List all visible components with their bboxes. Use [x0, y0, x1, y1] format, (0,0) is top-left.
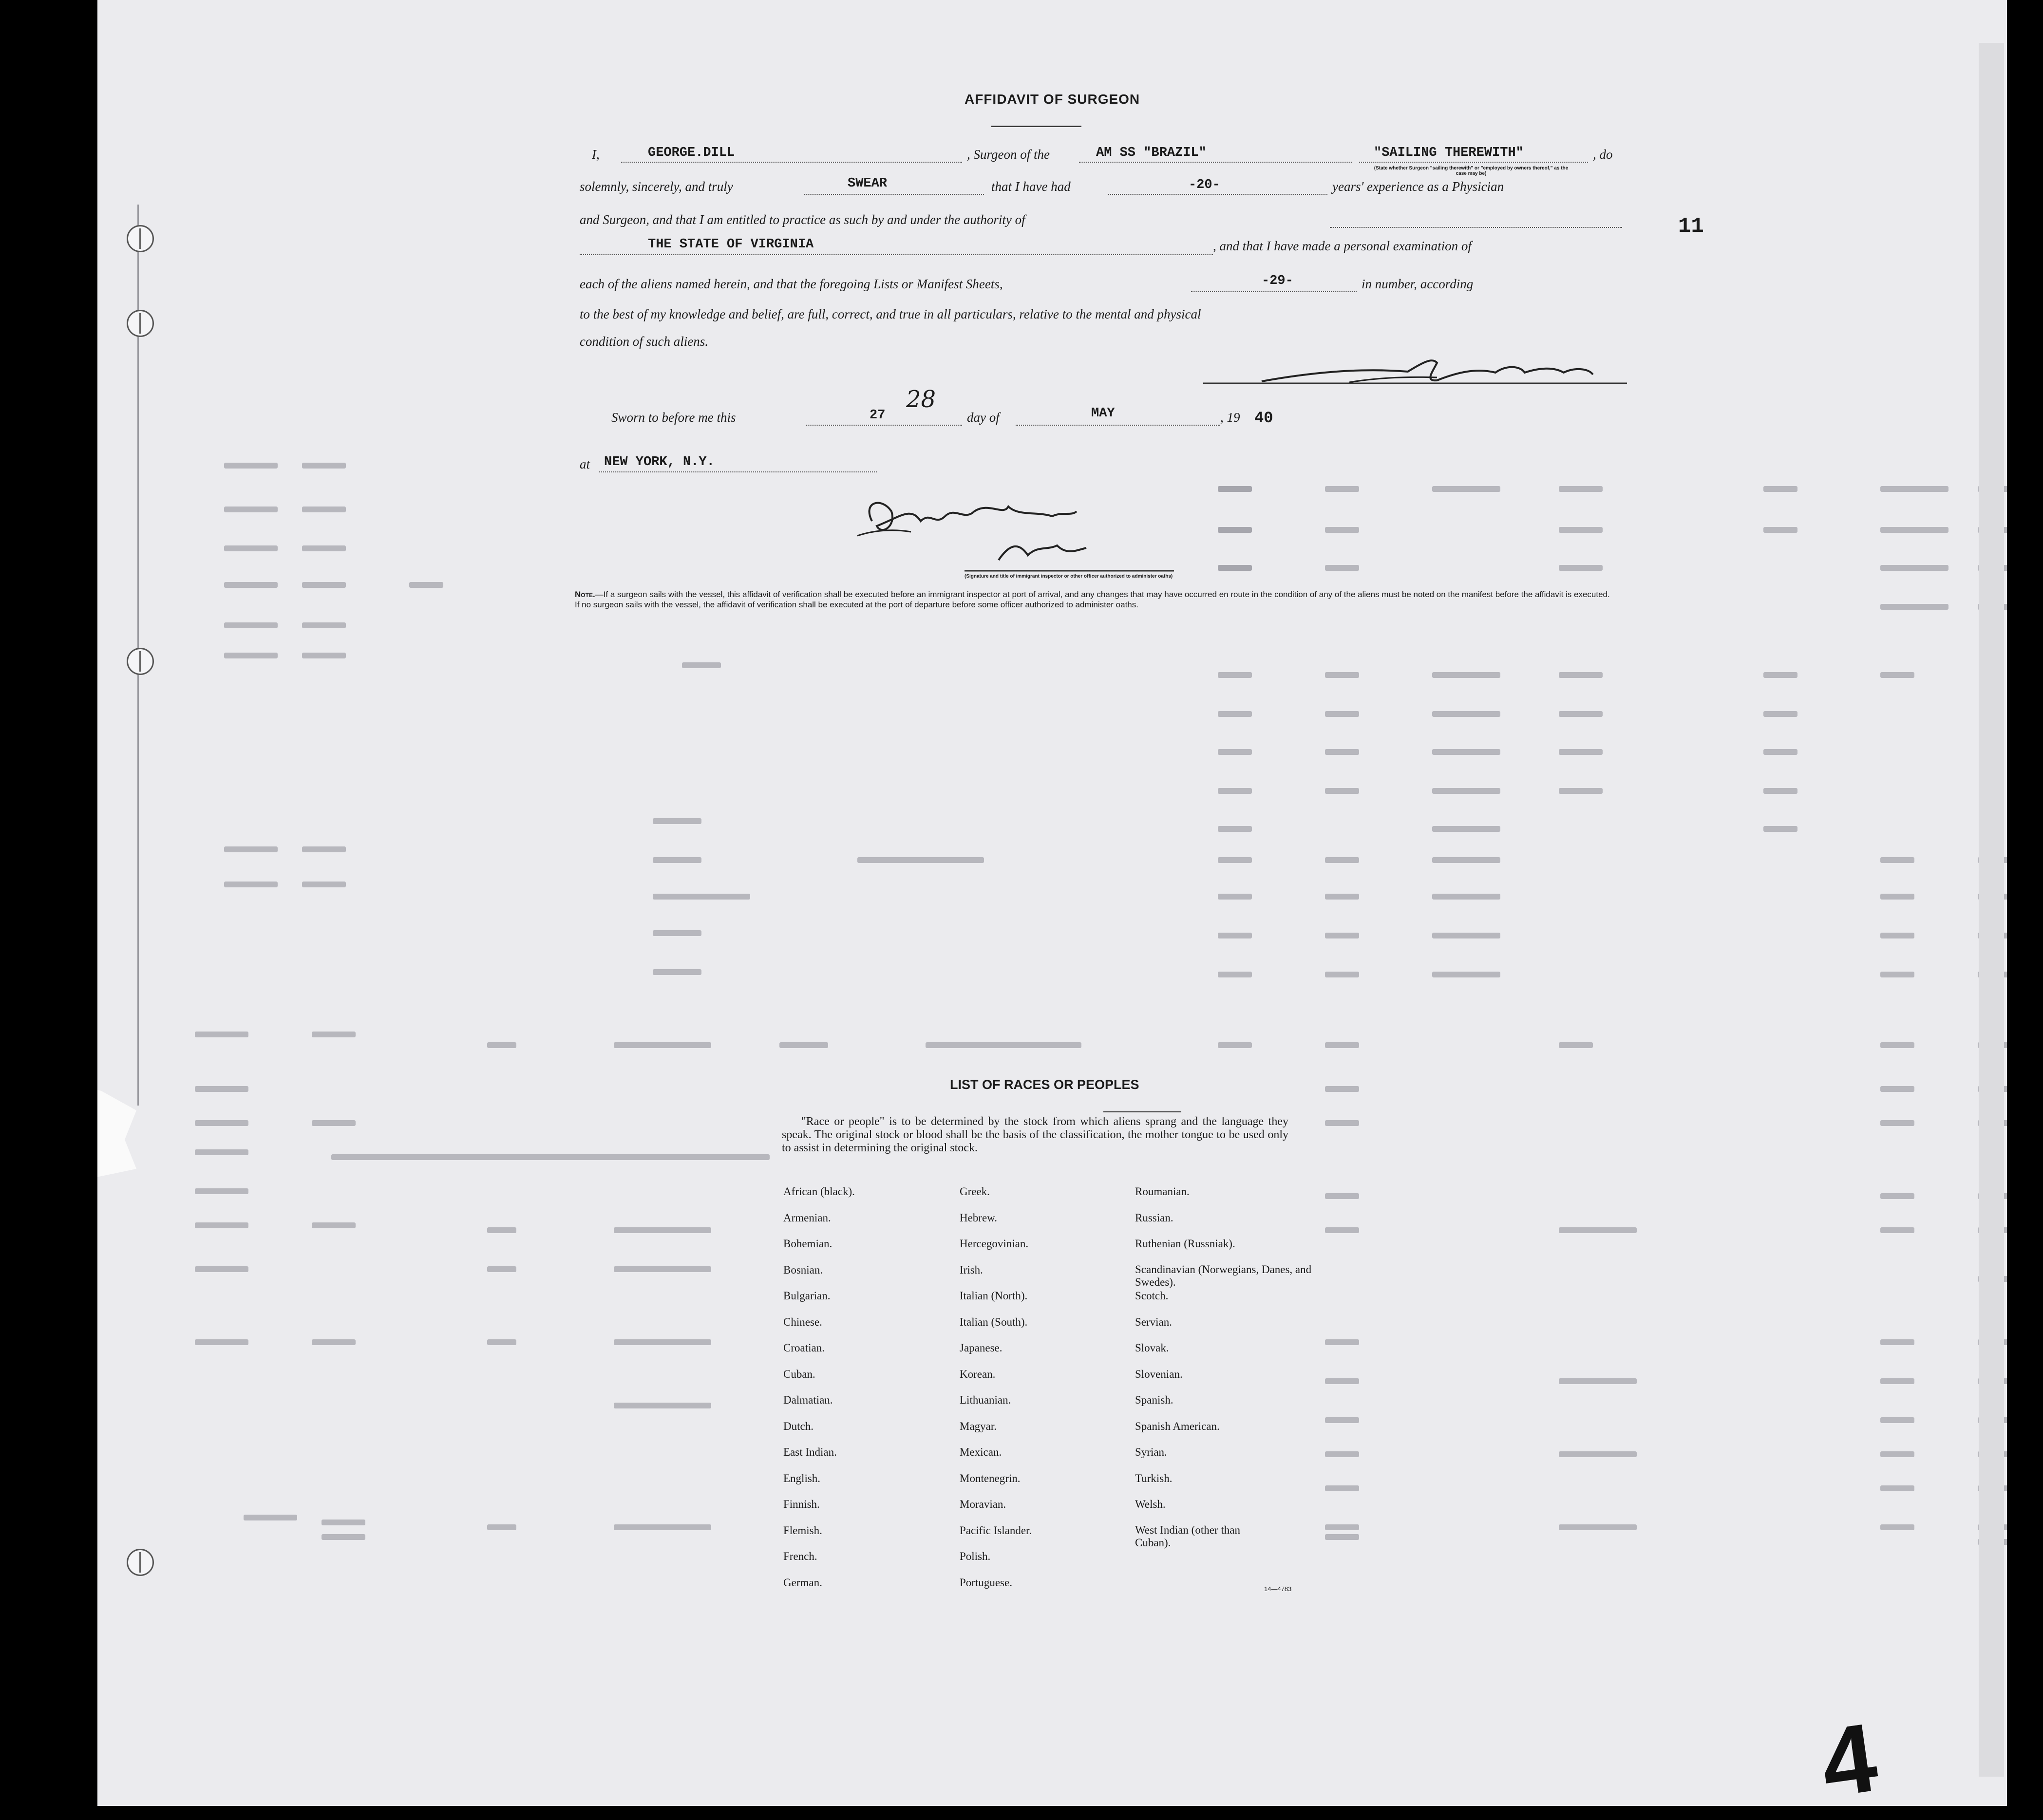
race-item: Syrian.	[1135, 1446, 1167, 1458]
races-title-rule	[1103, 1111, 1181, 1112]
race-item: Slovak.	[1135, 1342, 1169, 1354]
race-item: Bohemian.	[783, 1238, 832, 1250]
sworn-place: NEW YORK, N.Y.	[604, 455, 715, 469]
race-item: Hebrew.	[960, 1211, 998, 1224]
race-item: Servian.	[1135, 1315, 1173, 1328]
licensing-authority: THE STATE OF VIRGINIA	[648, 237, 814, 252]
race-item: Hercegovinian.	[960, 1238, 1029, 1250]
race-item: Polish.	[960, 1550, 991, 1562]
note-text-2: If no surgeon sails with the vessel, the affidavit of verification shall be executed at the port of departure before some officer authorized to administer oaths.	[575, 600, 1138, 609]
affidavit-title: AFFIDAVIT OF SURGEON	[965, 92, 1140, 107]
race-item: Italian (South).	[960, 1315, 1028, 1328]
race-item: Croatian.	[783, 1342, 825, 1354]
race-item: Roumanian.	[1135, 1185, 1190, 1198]
sworn-day-typed: 27	[870, 408, 886, 423]
race-item: French.	[783, 1550, 817, 1562]
race-item: Turkish.	[1135, 1472, 1173, 1484]
manifest-sheet: AFFIDAVIT OF SURGEON I, GEORGE.DILL , Surgeon of the AM SS "BRAZIL" "SAILING THEREWITH" , do (State whether Surgeon "sailing therewith" or "employed by owners thereof," as the case may be) solemnly, sincerely, and truly SWEAR that I have had -20- years' experience as a Physician and Surgeon, and that I am entitled to practice as such by and under the authority of THE STATE OF VIRGINIA , and that I have made a personal examination of each of the aliens named herein, and that the foregoing Lists or Manifest Sheets, -29- in number, according to the best of my knowledge and belief, are full, correct, and true in all particulars, relative to the mental and physical condition of such aliens. Sworn to before me this 27 28 day of MAY , 19 40 at NEW YORK, N.Y. (Signature and title of immigrant inspector or other officer authorized to administer oaths) Note.—If a surgeon sails with the vessel, this affidavit of verification shall be executed before an immigrant inspector at port of arrival, and any changes that may have occurred en route in the condition of any of the aliens must be noted on the manifest before the affidavit is executed. If no surgeon sails with the vessel, the affidavit of verification shall be executed at the port of departure before some officer authorized to administer oaths. 11 LIST OF RACES OR PEOPLES "Race or people" is to be determined by the stock from which aliens sprang and the language they speak. The original stock or blood shall be the basis of the classification, the mother tongue to be used only to assist in determining the original stock. African (black). Armenian. Bohemian. Bosnian. Bulgarian. Chinese. Croatian. Cuban. Dalmatian. Dutch. East Indian. English. Finnish. Flemish. French. German. Greek. Hebrew. Hercegovinian. Irish. Italian (North). Italian (South). Japanese. Korean. Lithuanian. Magyar. Mexican. Montenegrin. Moravian. Pacific Islander. Polish. Portuguese. Roumanian. Russian. Ruthenian (Russniak). Scandinavian (Norwegians, Danes, and Swedes). Scotch. Servian. Slovak. Slovenian. Spanish. Spanish American. Syrian. Turkish. Welsh. West Indian (other than Cuban). 14—4783	[97, 0, 2007, 1806]
underlying-sheet-edge	[1979, 43, 2004, 1777]
race-item: African (black).	[783, 1185, 855, 1198]
races-intro: "Race or people" is to be determined by the stock from which aliens sprang and the language they speak. The original stock or blood shall be the basis of the classification, the mother tongue to be used only to assist in determining the original stock.	[782, 1115, 1288, 1154]
race-item: Flemish.	[783, 1524, 822, 1537]
race-item: Montenegrin.	[960, 1472, 1021, 1484]
race-item: English.	[783, 1472, 821, 1484]
race-item: Armenian.	[783, 1211, 831, 1224]
officer-signature	[843, 492, 1193, 580]
affidavit-note	[560, 589, 1632, 610]
affidavit-body: I, GEORGE.DILL , Surgeon of the AM SS "BRAZIL" "SAILING THEREWITH" , do (State whether Surgeon "sailing therewith" or "employed by owners thereof," as the case may be) solemnly, sincerely, and truly SWEAR that I have had -20- years' experience as a Physician and Surgeon, and that I am entitled to practice as such by and under the authority of THE STATE OF VIRGINIA , and that I have made a personal examination of each of the aliens named herein, and that the foregoing Lists or Manifest Sheets, -29- in number, according to the best of my knowledge and belief, are full, correct, and true in all particulars, relative to the mental and physical condition of such aliens.	[580, 0, 1627, 360]
race-item: Japanese.	[960, 1342, 1003, 1354]
form-number: 14—4783	[1264, 1585, 1292, 1593]
race-item: West Indian (other than Cuban).	[1135, 1523, 1240, 1549]
punch-hole	[127, 648, 154, 675]
race-item: Scandinavian (Norwegians, Danes, and Swedes).	[1135, 1263, 1312, 1288]
races-title: LIST OF RACES OR PEOPLES	[950, 1077, 1139, 1092]
race-item: Magyar.	[960, 1420, 997, 1432]
punch-hole	[127, 225, 154, 252]
race-item: German.	[783, 1576, 822, 1589]
affidavit-i: I,	[592, 147, 600, 162]
corner-mark: 4	[1814, 1703, 1884, 1818]
oath-type: SWEAR	[848, 176, 888, 191]
officer-caption: (Signature and title of immigrant inspector or other officer authorized to administer oaths)	[965, 574, 1173, 579]
surgeon-name: GEORGE.DILL	[648, 146, 735, 160]
punch-hole	[127, 310, 154, 337]
race-item: Pacific Islander.	[960, 1524, 1032, 1537]
sworn-month: MAY	[1091, 406, 1115, 421]
race-item: Korean.	[960, 1368, 996, 1380]
status-note: (State whether Surgeon "sailing therewith" or "employed by owners thereof," as the case may be)	[1374, 166, 1569, 176]
race-item: Spanish.	[1135, 1394, 1173, 1406]
race-item: Scotch.	[1135, 1290, 1169, 1302]
race-item: Bosnian.	[783, 1263, 823, 1276]
race-item: Greek.	[960, 1185, 990, 1198]
races-column-2	[960, 1179, 1032, 1595]
race-item: East Indian.	[783, 1446, 837, 1458]
page-number: 11	[1678, 214, 1704, 239]
race-item: Spanish American.	[1135, 1420, 1220, 1432]
races-column-1	[783, 1179, 855, 1595]
race-item: Mexican.	[960, 1446, 1002, 1458]
years-experience: -20-	[1189, 178, 1220, 192]
race-item: Italian (North).	[960, 1290, 1028, 1302]
surgeon-status: "SAILING THEREWITH"	[1374, 146, 1524, 160]
race-item: Chinese.	[783, 1315, 822, 1328]
race-item: Finnish.	[783, 1498, 820, 1510]
race-item: Dutch.	[783, 1420, 813, 1432]
sworn-year: 40	[1254, 409, 1273, 427]
surgeon-signature	[1203, 353, 1632, 397]
race-item: Ruthenian (Russniak).	[1135, 1238, 1235, 1250]
race-item: Bulgarian.	[783, 1290, 831, 1302]
race-item: Irish.	[960, 1263, 983, 1276]
race-item: Moravian.	[960, 1498, 1006, 1510]
note-label: Note.	[575, 590, 595, 599]
race-item: Slovenian.	[1135, 1368, 1183, 1380]
races-column-3	[1135, 1179, 1320, 1549]
sworn-day-handwritten: 28	[906, 386, 936, 413]
vessel-name: AM SS "BRAZIL"	[1096, 146, 1207, 160]
torn-paper-edge	[97, 1081, 136, 1179]
note-text-1: —If a surgeon sails with the vessel, this affidavit of verification shall be executed before an immigrant inspector at port of arrival, and any changes that may have occurred en route in the condition of any of the aliens must be noted on the manifest before the affidavit is executed.	[595, 590, 1610, 599]
race-item: Dalmatian.	[783, 1394, 833, 1406]
race-item: Cuban.	[783, 1368, 815, 1380]
race-item: Lithuanian.	[960, 1394, 1011, 1406]
race-item: Welsh.	[1135, 1498, 1166, 1510]
manifest-sheet-count: -29-	[1262, 274, 1293, 288]
punch-hole	[127, 1549, 154, 1576]
race-item: Russian.	[1135, 1211, 1173, 1224]
race-item: Portuguese.	[960, 1576, 1012, 1589]
